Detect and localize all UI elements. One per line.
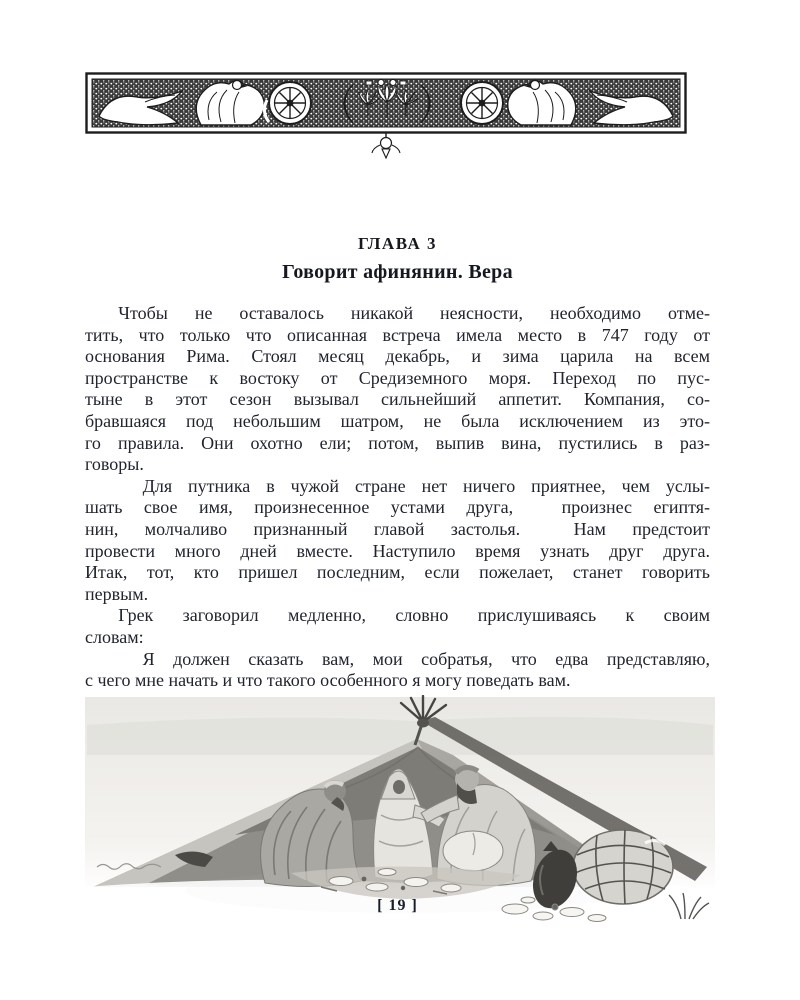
paragraph — [85, 476, 710, 606]
text-line: Я должен сказать вам, мои собратья, что едва представляю, — [142, 648, 710, 669]
text-line: шать свое имя, произнесенное устами друга, произнес египтя- — [85, 497, 710, 518]
text-line: первым. — [85, 583, 149, 604]
wheel-motif-right — [461, 82, 503, 124]
pendant-tassel-motif — [372, 133, 400, 158]
text-line: основания Рима. Стоял месяц декабрь, и зима царила на всем — [85, 346, 710, 367]
text-line: словам: — [85, 626, 144, 647]
text-line: нин, молчаливо признанный главой застолья. Нам предстоит — [85, 518, 710, 539]
text-line: Чтобы не оставалось никакой неясности, необходимо отме- — [118, 303, 710, 323]
chapter-title: Говорит афинянин. Вера — [282, 261, 513, 283]
chapter-number: ГЛАВА 3 — [358, 234, 437, 253]
tent-meal-illustration — [85, 695, 715, 925]
text-line: тить, что только что описанная встреча имела место в 747 году от — [85, 324, 710, 345]
text-line: Итак, тот, кто пришел последним, если пожелает, станет говорить — [85, 562, 710, 583]
text-line: говоры. — [85, 454, 144, 475]
text-line: Грек заговорил медленно, словно прислушиваясь к своим — [118, 605, 710, 626]
text-line: Для путника в чужой стране нет ничего приятнее, чем услы- — [142, 475, 710, 496]
text-line: тыне в этот сезон вызывал сильнейший аппетит. Компания, со- — [85, 389, 710, 410]
paragraph — [85, 649, 710, 692]
text-line: бравшаяся под небольшим шатром, не была исключением из это- — [85, 410, 710, 431]
chapter-heading — [85, 234, 710, 284]
body-text — [85, 303, 710, 692]
paragraph — [85, 605, 710, 648]
paragraph — [85, 303, 710, 476]
text-line: пространстве к востоку от Средиземного моря. Переход по пус- — [85, 367, 710, 388]
netted-bundle — [573, 830, 673, 904]
page-number: [ 19 ] — [377, 897, 418, 914]
text-line: го правила. Они охотно ели; потом, выпив вина, пустились в раз- — [85, 432, 710, 453]
text-line: с чего мне начать и что такого особенного я могу поведать вам. — [85, 670, 571, 691]
text-line: провести много дней вместе. Наступило время узнать друг друга. — [85, 540, 710, 561]
chapter-ornament-band — [85, 72, 687, 160]
